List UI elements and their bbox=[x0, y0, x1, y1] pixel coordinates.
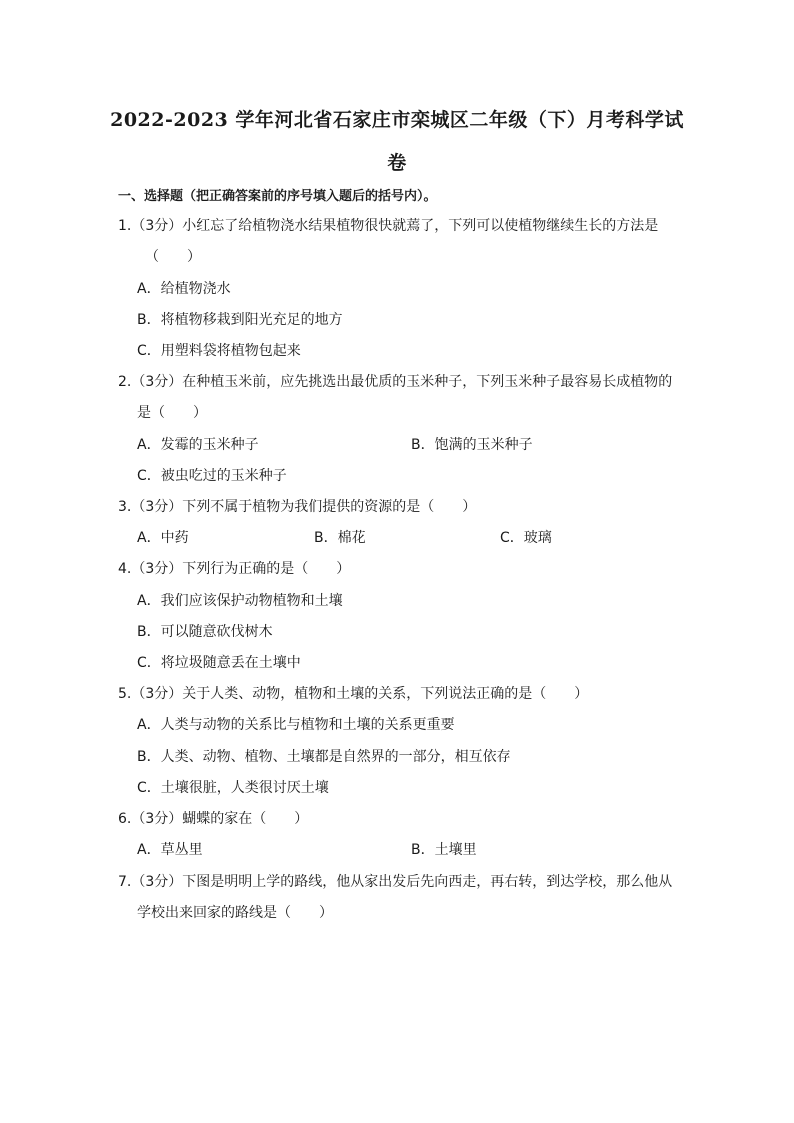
question-6-option-a: A．草丛里 bbox=[137, 842, 203, 858]
question-6-stem: 6.（3分）蝴蝶的家在（ ） bbox=[118, 811, 309, 827]
question-4-stem: 4.（3分）下列行为正确的是（ ） bbox=[118, 561, 351, 577]
question-1-stem-cont: （ ） bbox=[145, 249, 201, 265]
question-1-option-c: C．用塑料袋将植物包起来 bbox=[137, 343, 301, 359]
question-1-stem: 1.（3分）小红忘了给植物浇水结果植物很快就蔫了，下列可以使植物继续生长的方法是 bbox=[118, 218, 659, 234]
question-3-option-c: C．玻璃 bbox=[500, 530, 552, 546]
question-5-option-c: C．土壤很脏，人类很讨厌土壤 bbox=[137, 780, 329, 796]
question-1-option-b: B．将植物移栽到阳光充足的地方 bbox=[137, 312, 343, 328]
question-2-stem: 2.（3分）在种植玉米前，应先挑选出最优质的玉米种子，下列玉米种子最容易长成植物的 bbox=[118, 374, 673, 390]
question-4-option-b: B．可以随意砍伐树木 bbox=[137, 624, 273, 640]
question-2-option-a: A．发霉的玉米种子 bbox=[137, 437, 259, 453]
section-heading: 一、选择题（把正确答案前的序号填入题后的括号内）。 bbox=[118, 189, 437, 204]
question-3-option-a: A．中药 bbox=[137, 530, 189, 546]
question-2-option-c: C．被虫吃过的玉米种子 bbox=[137, 468, 287, 484]
question-1-option-a: A．给植物浇水 bbox=[137, 281, 231, 297]
question-5-option-a: A．人类与动物的关系比与植物和土壤的关系更重要 bbox=[137, 717, 455, 733]
question-5-stem: 5.（3分）关于人类、动物，植物和土壤的关系，下列说法正确的是（ ） bbox=[118, 686, 589, 702]
question-3-option-b: B．棉花 bbox=[314, 530, 366, 546]
page-title-line-1: 2022-2023 学年河北省石家庄市栾城区二年级（下）月考科学试 bbox=[110, 109, 684, 131]
question-3-stem: 3.（3分）下列不属于植物为我们提供的资源的是（ ） bbox=[118, 499, 477, 515]
question-5-option-b: B．人类、动物、植物、土壤都是自然界的一部分，相互依存 bbox=[137, 749, 511, 765]
question-7-stem: 7.（3分）下图是明明上学的路线，他从家出发后先向西走，再右转，到达学校，那么他从 bbox=[118, 874, 673, 890]
page-title-line-2: 卷 bbox=[387, 152, 407, 174]
question-4-option-a: A．我们应该保护动物植物和土壤 bbox=[137, 593, 343, 609]
question-2-stem-cont: 是（ ） bbox=[137, 405, 207, 421]
question-2-option-b: B．饱满的玉米种子 bbox=[411, 437, 533, 453]
question-4-option-c: C．将垃圾随意丢在土壤中 bbox=[137, 655, 301, 671]
question-7-stem-cont: 学校出来回家的路线是（ ） bbox=[137, 905, 333, 921]
question-6-option-b: B．土壤里 bbox=[411, 842, 477, 858]
